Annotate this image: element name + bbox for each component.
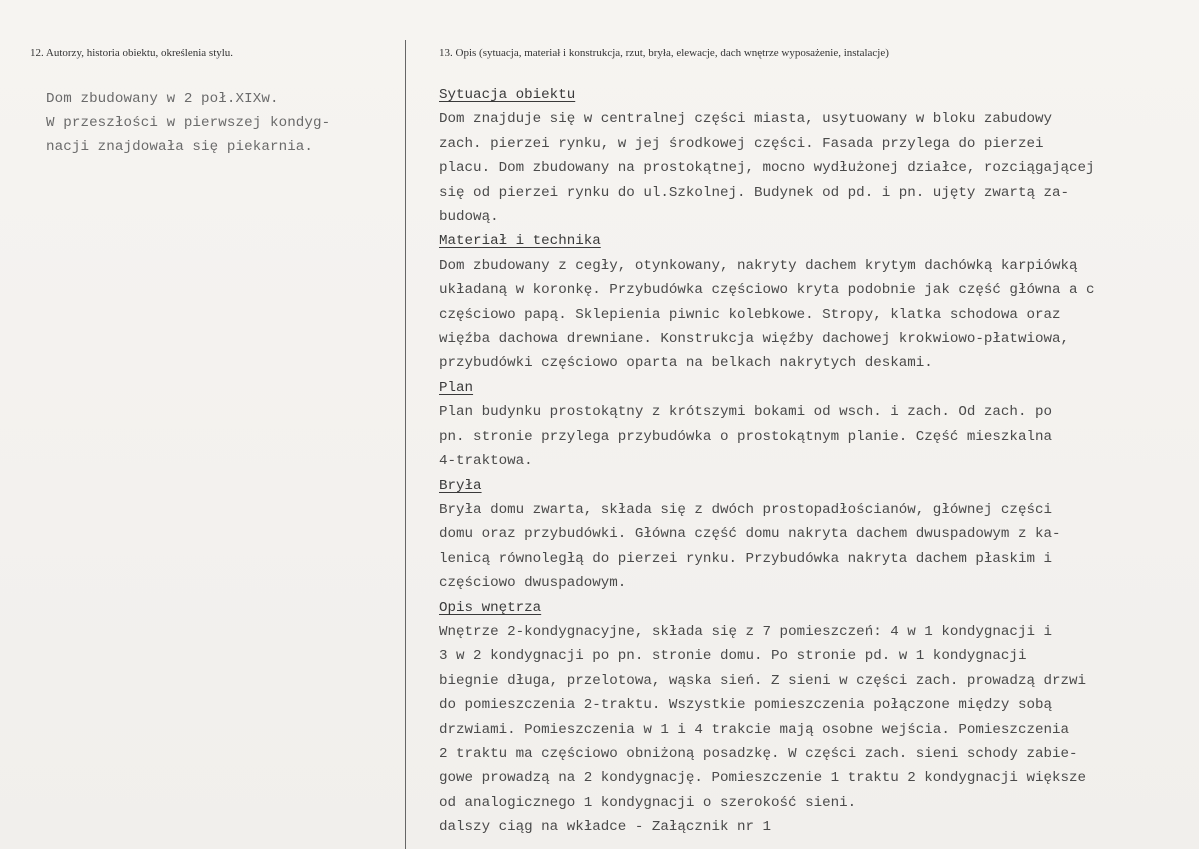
description-line: placu. Dom zbudowany na prostokątnej, mocno wydłużonej działce, rozciągającej	[439, 160, 1095, 177]
section-heading: Sytuacja obiektu	[439, 87, 576, 103]
description-line: Plan budynku prostokątny z krótszymi bokami od wsch. i zach. Od zach. po	[439, 404, 1052, 421]
description-line: zach. pierzei rynku, w jej środkowej części. Fasada przylega do pierzei	[439, 135, 1044, 152]
description-line: lenicą równoległą do pierzei rynku. Przybudówka nakryta dachem płaskim i	[439, 550, 1052, 567]
history-text	[46, 87, 386, 159]
section-heading: Materiał i technika	[439, 233, 601, 250]
description-line: budową.	[439, 209, 499, 226]
description-line: drzwiami. Pomieszczenia w 1 i 4 trakcie mają osobne wejścia. Pomieszczenia	[439, 721, 1070, 738]
description-line: domu oraz przybudówki. Główna część domu nakryta dachem dwuspadowym z ka-	[439, 526, 1061, 543]
description-line: pn. stronie przylega przybudówka o prostokątnym planie. Część mieszkalna	[439, 428, 1052, 445]
description-line: przybudówki częściowo oparta na belkach nakrytych deskami.	[439, 355, 933, 372]
description-line: do pomieszczenia 2-traktu. Wszystkie pomieszczenia połączone między sobą	[439, 697, 1052, 714]
description-line: 2 traktu ma częściowo obniżoną posadzkę. W części zach. sieni schody zabie-	[439, 745, 1078, 762]
description-line: Wnętrze 2-kondygnacyjne, składa się z 7 pomieszczeń: 4 w 1 kondygnacji i	[439, 623, 1052, 640]
description-line: Dom znajduje się w centralnej części miasta, usytuowany w bloku zabudowy	[439, 111, 1052, 128]
section-heading: Plan	[439, 379, 474, 396]
description-line: Dom zbudowany z cegły, otynkowany, nakryty dachem krytym dachówką karpiówką	[439, 257, 1078, 274]
history-line: Dom zbudowany w 2 poł.XIXw.	[46, 91, 279, 107]
description-line: częściowo dwuspadowym.	[439, 575, 627, 592]
description-line: się od pierzei rynku do ul.Szkolnej. Budynek od pd. i pn. ujęty zwartą za-	[439, 184, 1070, 201]
description-line: więźba dachowa drewniane. Konstrukcja więźby dachowej krokwiowo-płatwiowa,	[439, 331, 1070, 348]
column-divider	[405, 40, 406, 849]
left-column-header: 12. Autorzy, historia obiektu, określenia stylu.	[30, 47, 234, 59]
description-line: Bryła domu zwarta, składa się z dwóch prostopadłościanów, głównej części	[439, 501, 1052, 518]
description-line: od analogicznego 1 kondygnacji o szerokość sieni.	[439, 794, 857, 811]
description-line: 4-traktowa.	[439, 453, 533, 470]
description-line: układaną w koronkę. Przybudówka częściowo kryta podobnie jak część główna a c	[439, 282, 1095, 299]
history-line: W przeszłości w pierwszej kondyg-	[46, 115, 331, 131]
description-line: biegnie długa, przelotowa, wąska sień. Z sieni w części zach. prowadzą drzwi	[439, 672, 1087, 689]
section-heading: Bryła	[439, 477, 482, 494]
history-line: nacji znajdowała się piekarnia.	[46, 139, 314, 155]
description-line: 3 w 2 kondygnacji po pn. stronie domu. Po stronie pd. w 1 kondygnacji	[439, 648, 1027, 665]
section-heading: Opis wnętrza	[439, 599, 542, 616]
description-line: częściowo papą. Sklepienia piwnic kolebkowe. Stropy, klatka schodowa oraz	[439, 306, 1061, 323]
description-line: gowe prowadzą na 2 kondygnację. Pomieszczenie 1 traktu 2 kondygnacji większe	[439, 770, 1087, 787]
description-text	[439, 83, 1199, 840]
right-column-header: 13. Opis (sytuacja, materiał i konstrukcja, rzut, bryła, elewacje, dach wnętrze wyposażenie, instalacje)	[439, 47, 889, 59]
description-line: dalszy ciąg na wkładce - Załącznik nr 1	[439, 819, 772, 836]
